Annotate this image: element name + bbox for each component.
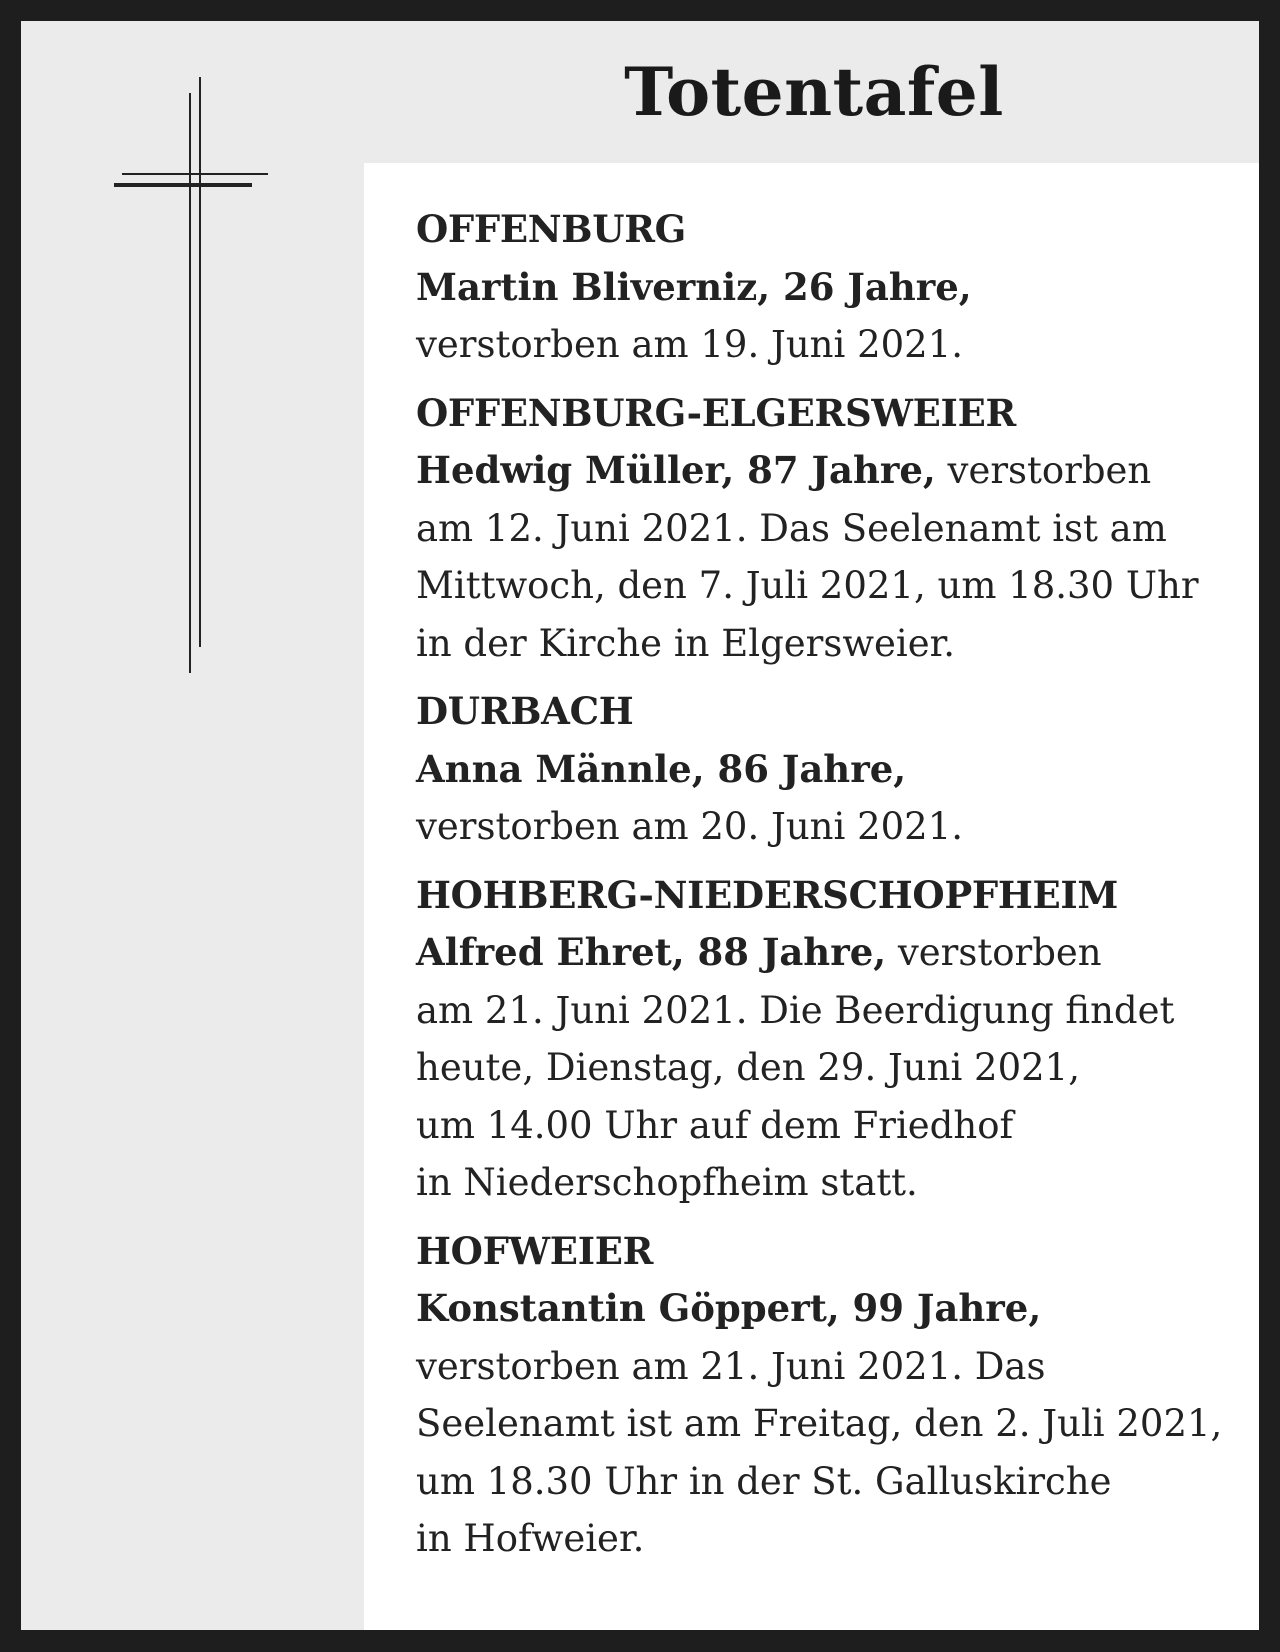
entry-line: verstorben am 20. Juni 2021. [416, 805, 963, 848]
obituary-entry [416, 385, 1246, 673]
entry-line: verstorben am 19. Juni 2021. [416, 323, 963, 366]
entry-line: in der Kirche in Elgersweier. [416, 621, 956, 665]
entry-place: DURBACH [416, 689, 634, 733]
obituary-panel [21, 21, 1259, 1630]
entry-line: Seelenamt ist am Freitag, den 2. Juli 2021, [416, 1402, 1223, 1445]
entry-line: in Niederschopfheim statt. [416, 1161, 918, 1204]
entry-text: verstorben [886, 931, 1102, 974]
entry-line: am 12. Juni 2021. Das Seelenamt ist am [416, 506, 1167, 550]
entry-line: heute, Dienstag, den 29. Juni 2021, [416, 1046, 1080, 1089]
entry-place: OFFENBURG-ELGERSWEIER [416, 390, 1016, 435]
entry-place: HOHBERG-NIEDERSCHOPFHEIM [416, 872, 1119, 917]
entry-person: Martin Bliverniz, 26 Jahre, [416, 264, 972, 309]
entry-line: am 21. Juni 2021. Die Beerdigung findet [416, 988, 1175, 1032]
entry-line: verstorben am 21. Juni 2021. Das [416, 1344, 1046, 1388]
obituary-entry [416, 867, 1246, 1212]
entry-place: HOFWEIER [416, 1228, 654, 1273]
entry-line: Mittwoch, den 7. Juli 2021, um 18.30 Uhr [416, 564, 1199, 607]
entry-place: OFFENBURG [416, 207, 686, 251]
obituary-entry [416, 683, 1246, 856]
cross-icon [114, 77, 274, 677]
entry-line [416, 1280, 1246, 1338]
obituary-entry [416, 1223, 1246, 1568]
entry-line [416, 924, 1246, 982]
entry-person: Anna Männle, 86 Jahre, [416, 746, 907, 791]
obituary-list [416, 201, 1246, 1579]
entry-line [416, 442, 1246, 500]
entry-person: Hedwig Müller, 87 Jahre, [416, 448, 936, 492]
entry-line: um 18.30 Uhr in der St. Galluskirche [416, 1459, 1112, 1503]
page-title: Totentafel [624, 53, 1004, 131]
entry-text: verstorben [935, 449, 1152, 492]
entry-line: um 14.00 Uhr auf dem Friedhof [416, 1103, 1014, 1147]
entry-line [416, 741, 1246, 799]
entry-person: Konstantin Göppert, 99 Jahre, [416, 1286, 1042, 1330]
obituary-list-box [364, 163, 1259, 1630]
obituary-entry [416, 201, 1246, 374]
entry-line [416, 259, 1246, 317]
entry-line: in Hofweier. [416, 1517, 645, 1560]
entry-person: Alfred Ehret, 88 Jahre, [416, 930, 887, 974]
